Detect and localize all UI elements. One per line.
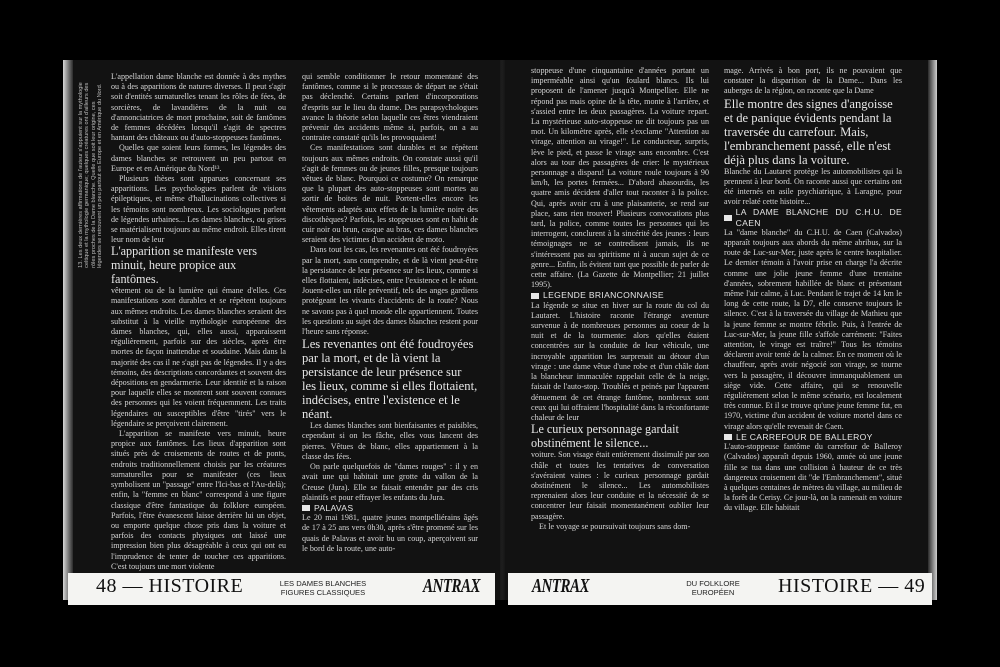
left-column-2 xyxy=(302,72,478,562)
heading-square-icon xyxy=(724,434,732,440)
heading-square-icon xyxy=(724,215,732,221)
section-heading xyxy=(531,290,709,300)
page-number-label: 48 — HISTOIRE xyxy=(96,575,244,597)
left-column-1 xyxy=(111,72,286,571)
section-heading xyxy=(724,432,902,442)
paragraph: Quelles que soient leurs formes, les légendes des dames blanches se retrouvent un peu partout en Europe et en Amérique du Nord¹³. xyxy=(111,143,286,173)
paragraph: mage. Arrivés à bon port, ils ne pouvaient que constater la disparition de la Dame... Dans les auberges de la région, on raconte que la Dame xyxy=(724,66,902,96)
magazine-logo: ANTRAX xyxy=(423,576,481,598)
left-footer xyxy=(68,573,495,605)
section-heading xyxy=(724,207,902,227)
side-footnote xyxy=(78,75,104,268)
pull-quote: Le curieux personnage gardait obstinément le silence... xyxy=(531,422,679,450)
paragraph: La légende se situe en hiver sur la route du col du Lautaret. L'histoire raconte l'étrange aventure survenue à de nombreuses personnes au coeur de la nuit et de la tourmente: alors qu'elles étaient concentrées sur la conduite de leur véhicule, une incroyable apparition les surprenait au détour d'un virage : une dame vêtue d'une robe et d'un châle dont la blancheur immaculée rappelait celle de la neige, faisait de l'auto-stop. Troublés et peinés par l'apparent dénuement de cet étrange fantôme, nombreux sont ceux qui lui offraient l'hospitalité dans la réconfortante chaleur de leur xyxy=(531,300,709,422)
paragraph: On parle quelquefois de "dames rouges" : il y en avait une qui habitait une grotte du vallon de la Creuse (Jura). Elle se faisait entendre par des cris plaintifs et pour effrayer les enfants du Jura. xyxy=(302,462,478,502)
paragraph: Plusieurs thèses sont apparues concernant ses apparitions. Les psychologues parlent de visions épileptiques, et même d'hallucinations collectives si les témoins sont nombreux. Les sociologues parlent de légendes urbaines... Les dames blanches, ou grises se matérialisent toujours au même endroit. Elles tirent leur nom de leur xyxy=(111,174,286,245)
paragraph: L'appellation dame blanche est donnée à des mythes ou à des apparitions de natures diverses. Il peut s'agir soit d'entités surnaturelles tenant les rôles de fées, de sorcières, de lavandières de la nuit ou d'annonciatrices de mort prochaine, soit de fantômes de femmes décédées lorsqu'il s'agit de spectres hantant des châteaux ou d'auto-stoppeuses fantômes. xyxy=(111,72,286,143)
paragraph: Et le voyage se poursuivait toujours sans dom- xyxy=(539,521,691,531)
right-page-edge xyxy=(928,60,937,600)
section-title: LES DAMES BLANCHES FIGURES CLASSIQUES xyxy=(279,579,367,597)
paragraph: Le 20 mai 1981, quatre jeunes montpelliérains âgés de 17 à 25 ans vers 0h30, après s'être promené sur les quais de Palavas et avoir bu un coup, aperçoivent sur le bord de la route, une auto- xyxy=(302,513,478,553)
right-column-1 xyxy=(531,66,709,561)
paragraph: Les dames blanches sont bienfaisantes et paisibles, cependant si on les fâche, elles vous lancent des pierres. Vêtues de blanc, elles appartiennent à la classe des fées. xyxy=(302,421,478,461)
section-heading-label: LEGENDE BRIANCONNAISE xyxy=(543,290,664,301)
section-heading-label: LE CARREFOUR DE BALLEROY xyxy=(736,431,873,442)
heading-square-icon xyxy=(531,293,539,299)
paragraph: La "dame blanche" du C.H.U. de Caen (Calvados) apparaît toujours aux abords du même abribus, sur la route de Luc-sur-Mer, juste après le centre hospitalier. Le dernier témoin à l'avoir prise en charge l'a décrite comme une jolie jeune femme d'une trentaine d'années, sobrement habillée de blanc et présentant même l'air calme, à Luc. Pendant le trajet de 14 km le long de cette route, la D7, elle conserve toujours le silence. C'est à la traversée du village de Mathieu que la jeune femme se montre fébrile. Puis, à l'entrée de Luc-sur-Mer, la jeune fille s'affole carrément: "Faites attention, le virage est traître!" Tous les témoins déclarent avoir tenté de la calmer. En ce moment où le chauffeur, après avoir négocié son virage, se tourne vers la passagère, il découvre immanquablement un siège vide. Cette affaire, qui se renouvelle régulièrement selon le même scénario, est localement très connue. Et il se trouve qu'une jeune femme fut, en 1970, victime d'un accident de voiture mortel dans ce virage alors qu'elle revenait de Caen. xyxy=(724,227,902,431)
section-heading xyxy=(302,503,478,513)
paragraph: Dans tout les cas, les revenantes ont été foudroyées par la mort, sans comprendre, et de là vient peut-être la persistance de leur présence sur les lieux, comme si elles flottaient, indécises, entre l'existence et le néant. Jouent-elles un rôle préventif, tels des anges gardiens protégeant les vivants d'accidents de la route? Nous ne savons pas à quel monde elle appartiennent. Toutes les questions au sujet des dames blanches restent pour l'heure sans réponse. xyxy=(302,245,478,337)
paragraph: Ces manifestations sont durables et se répètent toujours aux mêmes endroits. On constate aussi qu'il s'agit de femmes ou de jeunes filles, presque toujours vêtues de blanc. Pourquoi ce costume? On remarque que la plupart des auto-stoppeuses sont mortes au sortir de boites de nuit. Portent-elles encore les vêtements adaptés aux effets de la lumière noire des discothèques? Parfois, les stoppeuses sont en habit de cuir noir ou brun, casque au bras, ces dames blanches seraient des victimes d'un accident de moto. xyxy=(302,143,478,245)
pull-quote: L'apparition se manifeste vers minuit, heure propice aux fantômes. xyxy=(111,244,258,286)
left-page-edge xyxy=(63,60,73,600)
side-footnote-text: 13. Les deux dernières affirmations de l'auteur s'appuient sur la mythologie celtique et la mythologie germanique; quelques créatures ont d'ailleurs des rôles proches de la Dame blanche. Quelle que soit leur origine, ces légendes se retrouvent un peu partout en Europe et en Amérique du Nord. xyxy=(78,82,104,268)
paragraph: L'apparition se manifeste vers minuit, heure propice aux fantômes. Les lieux d'apparition sont situés près de croisements de routes et de ponts, endroits traditionnellement choisis par les créatures surnaturelles pour se manifester (ces lieux symbolisent un "passage" entre l'Ici-bas et l'Au-delà); enfin, la "femme en blanc" correspond à une figure classique d'être fantastique du folklore européen. Parfois, l'être évanescent laisse derrière lui un objet, ou emporte quelque chose pris dans la voiture et parfois des contacts physiques ont laissé une impression bien plus désagréable à ceux qui ont eu l'imprudence de tenter de toucher ces apparitions. C'est toujours une mort violente xyxy=(111,429,286,571)
heading-square-icon xyxy=(302,505,310,511)
right-footer xyxy=(508,573,932,605)
section-heading-label: PALAVAS xyxy=(314,502,354,513)
pull-quote: Les revenantes ont été foudroyées par la mort, et de là vient la persistance de leur présence sur les lieux, comme si elles flottaient, indécises, entre l'existence et le néant. xyxy=(302,337,478,422)
paragraph: L'auto-stoppeuse fantôme du carrefour de Balleroy (Calvados) apparaît depuis 1960, année où une jeune fille se tua dans une collision à hauteur de ce très dangereux croisement dit "de l'Embranchement", situé à quelques centaines de mètres du village, au milieu de la forêt de Cerisy. Ce jour-là, on la ramenait en voiture du village. Elle habitait xyxy=(724,442,902,513)
magazine-logo: ANTRAX xyxy=(532,576,590,598)
paragraph: qui semble conditionner le retour momentané des fantômes, comme si le processus de départ ne s'était pas déclenché. Certains parlent d'incorporations d'esprits sur le lieu du drame. Des parapsychologues avance la théorie selon laquelle ces êtres viendraient prévenir des accidents même si, parfois, on a au contraire constaté qu'ils les provoquaient! xyxy=(302,72,478,143)
pull-quote: Elle montre des signes d'angoisse et de panique évidents pendant la traversée du carrefour. Mais, l'embranchement passé, elle n'est déjà plus dans la voiture. xyxy=(724,96,893,167)
page-number-label: HISTOIRE — 49 xyxy=(778,575,926,597)
paragraph: voiture. Son visage était entièrement dissimulé par son châle et toutes les tentatives de conversation s'avéraient vaines : le curieux personnage gardait obstinément le silence... Les automobilistes reprenaient alors leur conduite et la nécessité de se concentrer leur faisait momentanément oublier leur passagère. xyxy=(531,450,709,521)
paragraph: stoppeuse d'une cinquantaine d'années portant un imperméable ainsi qu'un foulard blancs. Ils lui proposent de l'amener jusqu'à Montpellier. Elle ne répond pas mais opine de la tête, monte à l'arrière, et s'assied entre les deux passagères. La voiture repart. La mystérieuse auto-stoppeuse ne dit toujours pas un mot. Un kilomètre après, elle s'exclame "Attention au virage, attention au virage!". Le conducteur, surpris, lève le pied, et passe le virage sans encombre. C'est alors au tour des passagères de crier: le mystérieux personnage a disparu! La voiture roule toujours à 90 km/h, les portes fermées... D'abord abasourdis, les quatre amis décident d'aller tout raconter à la police. Qui, après avoir cru à une plaisanterie, se rend sur place, sans rien trouver! Plusieurs convocations plus tard, la police, comme toutes les personnes qui les interrogent, conclurent à la sincérité des jeunes : leurs témoignages ne se contredisent jamais, ils ne s'intéressent pas au spiritisme ni à aucun sujet de ce genre... Enfin, ils évitent tant que possible de parler de cette affaire. (La Gazette de Montpellier; 21 juillet 1995). xyxy=(531,66,709,290)
section-title: DU FOLKLORE EUROPÉEN xyxy=(686,579,740,597)
paragraph: Blanche du Lautaret protège les automobilistes qui la prennent à leur bord. On raconte aussi que certains ont été internés en asile psychiatrique, à Laragne, pour avoir relaté cette histoire... xyxy=(724,166,902,207)
right-column-2 xyxy=(724,66,902,561)
section-heading-label: LA DAME BLANCHE DU C.H.U. DE CAEN xyxy=(735,207,902,228)
paragraph: vêtement ou de la lumière qui émane d'elles. Ces manifestations sont durables et se répètent toujours aux mêmes endroits. Les dames blanches seraient des substitut à la vieille mythologie européenne des dames blanches, qui, elles aussi, apparaissent régulièrement, parfois sur des siècles, après être mortes de façon inattendue et soudaine. Mais dans la majorité des cas il ne s'agit pas de légendes. Il y a des témoins, des descriptions concordantes et souvent des dépositions en gendarmerie. Leur identité et la raison pour laquelle elles se montrent sont souvent connues des personnes qui les voient fréquemment. Les traits légendaires ou susceptibles d'être "tirés" vers le légendaire se perçoivent clairement. xyxy=(111,286,286,428)
